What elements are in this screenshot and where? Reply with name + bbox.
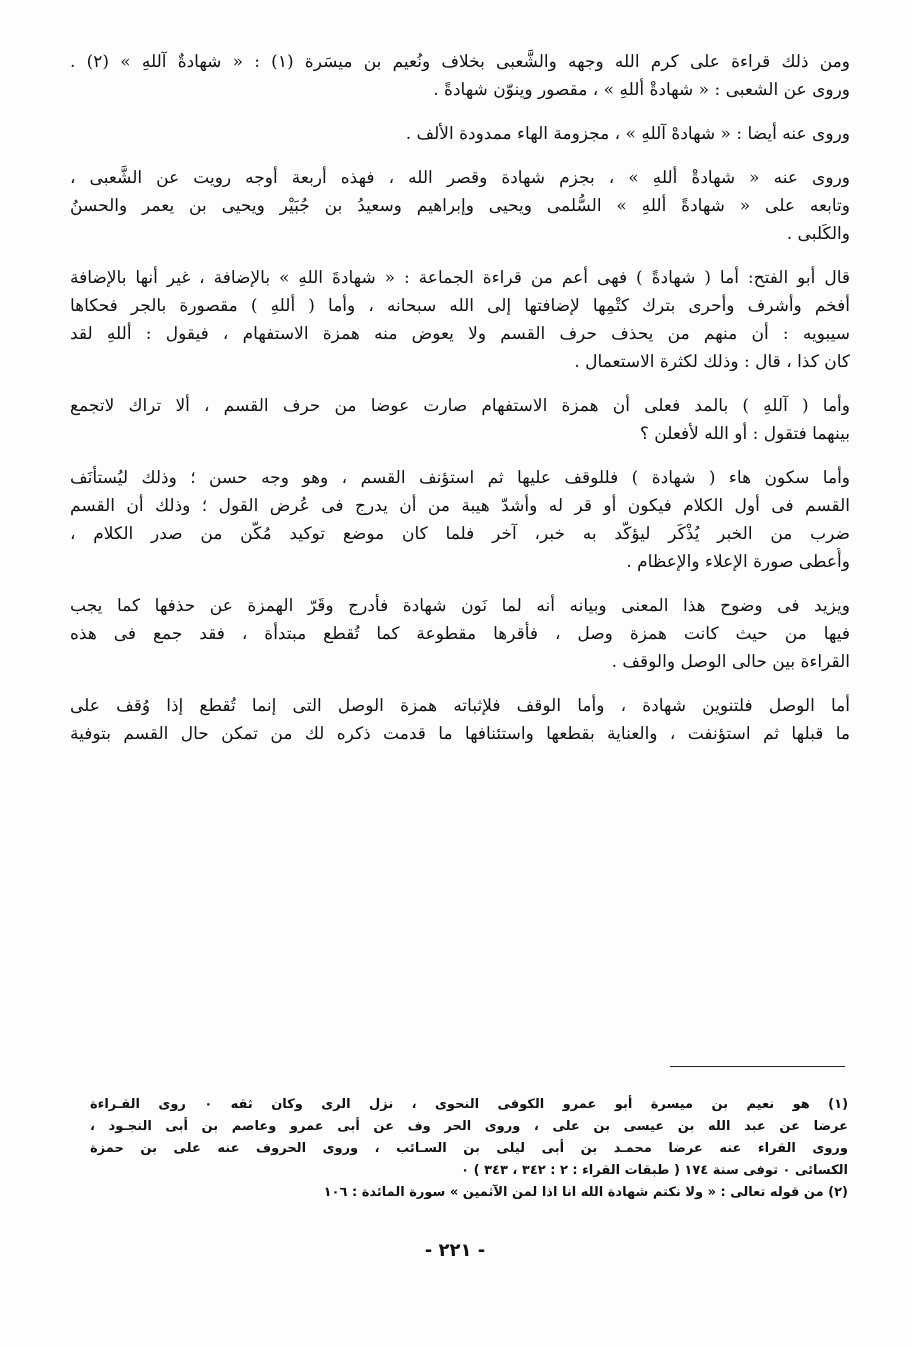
text-line: قال أبو الفتح: أما ( شهادةً ) فهى أعم من قراءة الجماعة : « شهادةَ اللهِ » بالإضافة ، غير أنها بالإضافة	[70, 268, 850, 288]
footnote-line: (١) هو نعيم بن ميسرة أبو عمرو الكوفى النحوى ، نزل الرى وكان ثقه ٠ روى القـراءة	[90, 1097, 848, 1112]
paragraph	[70, 392, 850, 448]
paragraph	[70, 692, 850, 748]
text-line: القسم فى أول الكلام فيكون أو قر له وأشدّ هيبة من أن يدرج فى عُرض القول ؛ وذلك أن القسم	[70, 496, 850, 516]
paragraph	[70, 120, 850, 148]
text-line: بينهما فتقول : أو الله لأفعلن ؟	[639, 424, 850, 444]
paragraph	[70, 264, 850, 376]
text-line: ما قبلها ثم استؤنفت ، والعناية بقطعها واستئنافها ما قدمت ذكره لك من تمكن حال القسم بتوفية	[70, 724, 850, 744]
paragraph	[70, 592, 850, 676]
footnote-line: الكسائى ٠ توفى سنة ١٧٤ ( طبقات القراء : ٢ : ٣٤٢ ، ٣٤٣ ) ٠	[461, 1163, 848, 1178]
footnote-line: عرضا عن عبد الله بن عيسى بن على ، وروى الحر وف عن أبى عمرو وعاصم بن أبى النجـود ،	[90, 1119, 848, 1134]
text-line: وأما سكون هاء ( شهادة ) فللوقف عليها ثم استؤنف القسم ، وهو وجه حسن ؛ وذلك ليُستأْنَف	[70, 468, 850, 488]
footnotes	[90, 1094, 848, 1204]
text-line: القراءة بين حالى الوصل والوقف .	[611, 652, 850, 672]
page-number: - ٢٢١ -	[424, 1240, 486, 1261]
text-line: وتابعه على « شهادةً أللهِ » السُّلمى ويحيى وإبراهيم وسعيدُ بن جُبَيْر ويحيى بن يعمر والحسنُ	[70, 196, 850, 216]
footnote-separator	[670, 1066, 845, 1067]
text-line: وروى عنه أيضا : « شهادهْ آللهِ » ، مجزومة الهاء ممدودة الألف .	[405, 124, 850, 144]
text-line: سيبويه : أن منهم من يحذف حرف القسم ولا يعوض منه همزة الاستفهام ، فيقول : أللهِ لقد	[70, 324, 850, 344]
paragraph	[70, 464, 850, 576]
text-line: ومن ذلك قراءة على كرم الله وجهه والشَّعبى بخلاف ونُعيم بن ميسَرة (١) : « شهادةٌ آللهِ » (٢) .	[70, 52, 850, 72]
text-line: وأما ( آللهِ ) بالمد فعلى أن همزة الاستفهام صارت عوضا من حرف القسم ، ألا تراك لاتجمع	[70, 396, 850, 416]
text-line: وروى عن الشعبى : « شهادةْ أللهِ » ، مقصور وينوّن شهادةً .	[433, 80, 850, 100]
text-line: كان كذا ، قال : وذلك لكثرة الاستعمال .	[574, 352, 850, 372]
text-line: ويزيد فى وضوح هذا المعنى وبيانه أنه لما نَون شهادة فأدرج وقَرّ الهمزة عن حذفها كما يجب	[70, 596, 850, 616]
text-line: وروى عنه « شهادةْ أللهِ » ، بجزم شهادة وقصر الله ، فهذه أربعة أوجه رويت عن الشَّعبى ،	[70, 168, 850, 188]
footnote-line: (٢) من قوله تعالى : « ولا نكتم شهادة الله انا اذا لمن الآثمين » سورة المائدة : ١٠٦	[323, 1185, 848, 1200]
main-text	[70, 48, 850, 748]
text-line: أما الوصل فلتنوين شهادة ، وأما الوقف فلإثباته همزة الوصل التى إنما تُقطع إذا وُقف على	[70, 696, 850, 716]
text-line: فيها من حيث كانت همزة وصل ، فأقرها مقطوعة كما تُقطع مبتدأة ، فقد جمع فى هذه	[70, 624, 850, 644]
text-line: وأُعطى صورة الإعلاء والإعظام .	[626, 552, 850, 572]
footnote-line: وروى القراء عنه عرضا محمـد بن أبى ليلى بن السـائب ، وروى الحروف عنه على بن حمزة	[90, 1141, 848, 1156]
text-line: أفخم وأشرف وأحرى بترك كتْمِها لإضافتها إلى الله سبحانه ، وأما ( أللهِ ) مقصورة بالجر فحكاها	[70, 296, 850, 316]
text-line: ضرب من الخبر يُذْكَر ليؤكّد به خبر، آخر فلما كان موضع توكيد مُكّن من صدر الكلام ،	[70, 524, 850, 544]
paragraph	[70, 164, 850, 248]
paragraph	[70, 48, 850, 104]
text-line: والكَلبى .	[786, 224, 850, 244]
